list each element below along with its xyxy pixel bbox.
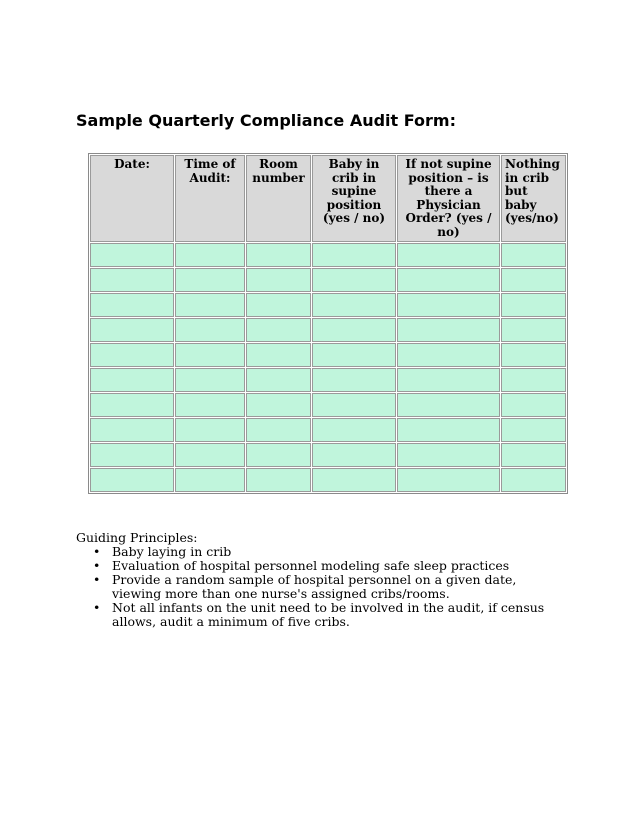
table-cell-nothing-in-crib[interactable]: [501, 393, 566, 417]
guiding-principles-list: [76, 545, 556, 629]
table-cell-baby-supine[interactable]: [312, 443, 396, 467]
table-cell-nothing-in-crib[interactable]: [501, 243, 566, 267]
table-cell-time-of-audit[interactable]: [175, 293, 245, 317]
list-item-text: Baby laying in crib: [112, 544, 232, 559]
table-cell-baby-supine[interactable]: [312, 368, 396, 392]
list-item: [76, 545, 556, 559]
table-cell-baby-supine[interactable]: [312, 468, 396, 492]
table-cell-date[interactable]: [90, 468, 174, 492]
table-cell-time-of-audit[interactable]: [175, 393, 245, 417]
table-cell-date[interactable]: [90, 343, 174, 367]
header-time-of-audit: Time of Audit:: [175, 155, 245, 242]
table-cell-physician-order[interactable]: [397, 393, 500, 417]
table-row: [90, 343, 566, 367]
header-nothing-in-crib: Nothing in crib but baby (yes/no): [501, 155, 566, 242]
table-cell-baby-supine[interactable]: [312, 343, 396, 367]
table-cell-physician-order[interactable]: [397, 343, 500, 367]
table-cell-time-of-audit[interactable]: [175, 418, 245, 442]
table-cell-nothing-in-crib[interactable]: [501, 443, 566, 467]
table-cell-room-number[interactable]: [246, 443, 311, 467]
table-cell-physician-order[interactable]: [397, 418, 500, 442]
table-row: [90, 293, 566, 317]
audit-table-body: [90, 243, 566, 492]
table-cell-room-number[interactable]: [246, 243, 311, 267]
list-item-text: Provide a random sample of hospital personnel on a given date, viewing more than one nurse's assigned cribs/rooms.: [112, 572, 517, 601]
table-cell-baby-supine[interactable]: [312, 293, 396, 317]
table-cell-date[interactable]: [90, 418, 174, 442]
table-cell-physician-order[interactable]: [397, 243, 500, 267]
table-cell-date[interactable]: [90, 318, 174, 342]
table-cell-date[interactable]: [90, 268, 174, 292]
table-cell-physician-order[interactable]: [397, 268, 500, 292]
table-cell-room-number[interactable]: [246, 418, 311, 442]
table-cell-baby-supine[interactable]: [312, 318, 396, 342]
bullet-icon: •: [93, 572, 101, 587]
header-date: Date:: [90, 155, 174, 242]
table-cell-room-number[interactable]: [246, 293, 311, 317]
bullet-icon: •: [93, 558, 101, 573]
header-room-number: Room number: [246, 155, 311, 242]
page-title: Sample Quarterly Compliance Audit Form:: [76, 111, 456, 130]
guiding-principles: [76, 531, 556, 629]
table-cell-date[interactable]: [90, 293, 174, 317]
table-cell-date[interactable]: [90, 443, 174, 467]
table-cell-time-of-audit[interactable]: [175, 318, 245, 342]
table-cell-room-number[interactable]: [246, 268, 311, 292]
table-cell-nothing-in-crib[interactable]: [501, 368, 566, 392]
guiding-principles-heading: Guiding Principles:: [76, 530, 198, 545]
table-row: [90, 318, 566, 342]
bullet-icon: •: [93, 600, 101, 615]
table-cell-baby-supine[interactable]: [312, 268, 396, 292]
list-item-text: Not all infants on the unit need to be involved in the audit, if census allows, audit a minimum of five cribs.: [112, 600, 545, 629]
table-row: [90, 368, 566, 392]
table-cell-physician-order[interactable]: [397, 318, 500, 342]
table-row: [90, 268, 566, 292]
table-cell-baby-supine[interactable]: [312, 393, 396, 417]
table-cell-nothing-in-crib[interactable]: [501, 343, 566, 367]
table-cell-time-of-audit[interactable]: [175, 268, 245, 292]
table-cell-date[interactable]: [90, 368, 174, 392]
table-cell-time-of-audit[interactable]: [175, 343, 245, 367]
table-cell-time-of-audit[interactable]: [175, 368, 245, 392]
list-item-text: Evaluation of hospital personnel modeling safe sleep practices: [112, 558, 510, 573]
table-cell-time-of-audit[interactable]: [175, 468, 245, 492]
header-baby-supine: Baby in crib in supine position (yes / no): [312, 155, 396, 242]
table-cell-nothing-in-crib[interactable]: [501, 268, 566, 292]
header-physician-order: If not supine position – is there a Physician Order? (yes / no): [397, 155, 500, 242]
table-cell-nothing-in-crib[interactable]: [501, 418, 566, 442]
table-cell-baby-supine[interactable]: [312, 243, 396, 267]
table-cell-nothing-in-crib[interactable]: [501, 293, 566, 317]
table-cell-nothing-in-crib[interactable]: [501, 468, 566, 492]
audit-table: [88, 153, 568, 494]
table-cell-room-number[interactable]: [246, 468, 311, 492]
table-cell-room-number[interactable]: [246, 393, 311, 417]
table-cell-baby-supine[interactable]: [312, 418, 396, 442]
list-item: [76, 601, 556, 629]
table-cell-physician-order[interactable]: [397, 443, 500, 467]
table-row: [90, 468, 566, 492]
table-cell-time-of-audit[interactable]: [175, 443, 245, 467]
table-row: [90, 443, 566, 467]
list-item: [76, 573, 556, 601]
table-cell-date[interactable]: [90, 243, 174, 267]
table-row: [90, 243, 566, 267]
table-cell-physician-order[interactable]: [397, 468, 500, 492]
table-cell-room-number[interactable]: [246, 318, 311, 342]
table-cell-room-number[interactable]: [246, 368, 311, 392]
list-item: [76, 559, 556, 573]
table-header-row: [90, 155, 566, 242]
table-cell-physician-order[interactable]: [397, 368, 500, 392]
table-cell-room-number[interactable]: [246, 343, 311, 367]
table-row: [90, 393, 566, 417]
table-row: [90, 418, 566, 442]
table-cell-time-of-audit[interactable]: [175, 243, 245, 267]
bullet-icon: •: [93, 544, 101, 559]
table-cell-date[interactable]: [90, 393, 174, 417]
table-cell-nothing-in-crib[interactable]: [501, 318, 566, 342]
table-cell-physician-order[interactable]: [397, 293, 500, 317]
